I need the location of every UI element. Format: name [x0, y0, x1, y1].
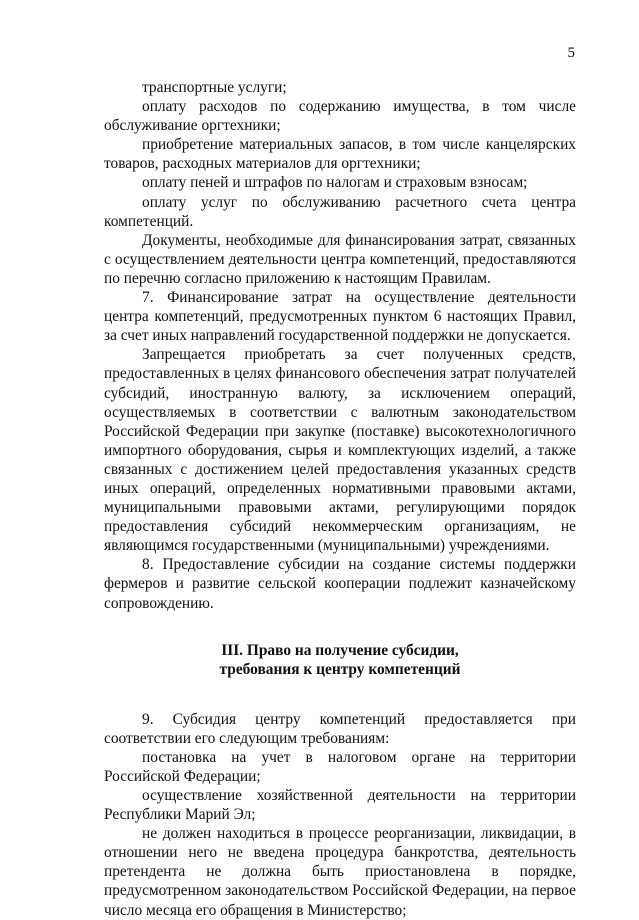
paragraph: транспортные услуги;	[142, 79, 287, 96]
paragraph: постановка на учет в налоговом органе на территории Российской Федерации;	[104, 748, 576, 785]
paragraph: приобретение материальных запасов, в том числе канцелярских товаров, расходных материалов для оргтехники;	[104, 136, 576, 173]
section-heading-line: требования к центру компетенций	[219, 661, 461, 679]
page-number: 5	[567, 45, 575, 61]
section-heading-line: III. Право на получение субсидии,	[221, 641, 459, 659]
paragraph: оплату расходов по содержанию имущества, в том числе обслуживание оргтехники;	[104, 98, 576, 135]
paragraph: 7. Финансирование затрат на осуществление деятельности центра компетенций, предусмотренных пунктом 6 настоящих Правил, за счет иных направлений государственной поддержки не допускается.	[104, 289, 576, 345]
document-body	[104, 78, 576, 920]
paragraph: Документы, необходимые для финансирования затрат, связанных с осуществлением деятельности центра компетенций, предоставляются по перечню согласно приложению к настоящим Правилам.	[104, 231, 576, 287]
section-heading	[104, 641, 576, 680]
paragraph: оплату услуг по обслуживанию расчетного счета центра компетенций.	[104, 193, 576, 230]
paragraph: 9. Субсидия центру компетенций предоставляется при соответствии его следующим требованиям:	[104, 710, 576, 747]
paragraph: 8. Предоставление субсидии на создание системы поддержки фермеров и развитие сельской кооперации подлежит казначейскому сопровождению.	[104, 556, 576, 612]
paragraph: не должен находиться в процессе реорганизации, ликвидации, в отношении него не введена процедура банкротства, деятельность претендента не должна быть приостановлена в порядке, предусмотренном законодательством Российской Федерации, на первое число месяца его обращения в Министерство;	[104, 825, 576, 919]
paragraph: осуществление хозяйственной деятельности на территории Республики Марий Эл;	[104, 787, 576, 824]
paragraph: Запрещается приобретать за счет полученных средств, предоставленных в целях финансового обеспечения затрат получателей субсидий, иностранную валюту, за исключением операций, осуществляемых в соответствии с валютным законодательством Российской Федерации при закупке (поставке) высокотехнологичного импортного оборудования, сырья и комплектующих изделий, а также связанных с достижением целей предоставления указанных средств иных операций, определенных нормативными правовыми актами, муниципальными правовыми актами, регулирующими порядок предоставления субсидий некоммерческим организациям, не являющимся государственными (муниципальными) учреждениями.	[104, 346, 576, 555]
paragraph: оплату пеней и штрафов по налогам и страховым взносам;	[142, 174, 528, 192]
